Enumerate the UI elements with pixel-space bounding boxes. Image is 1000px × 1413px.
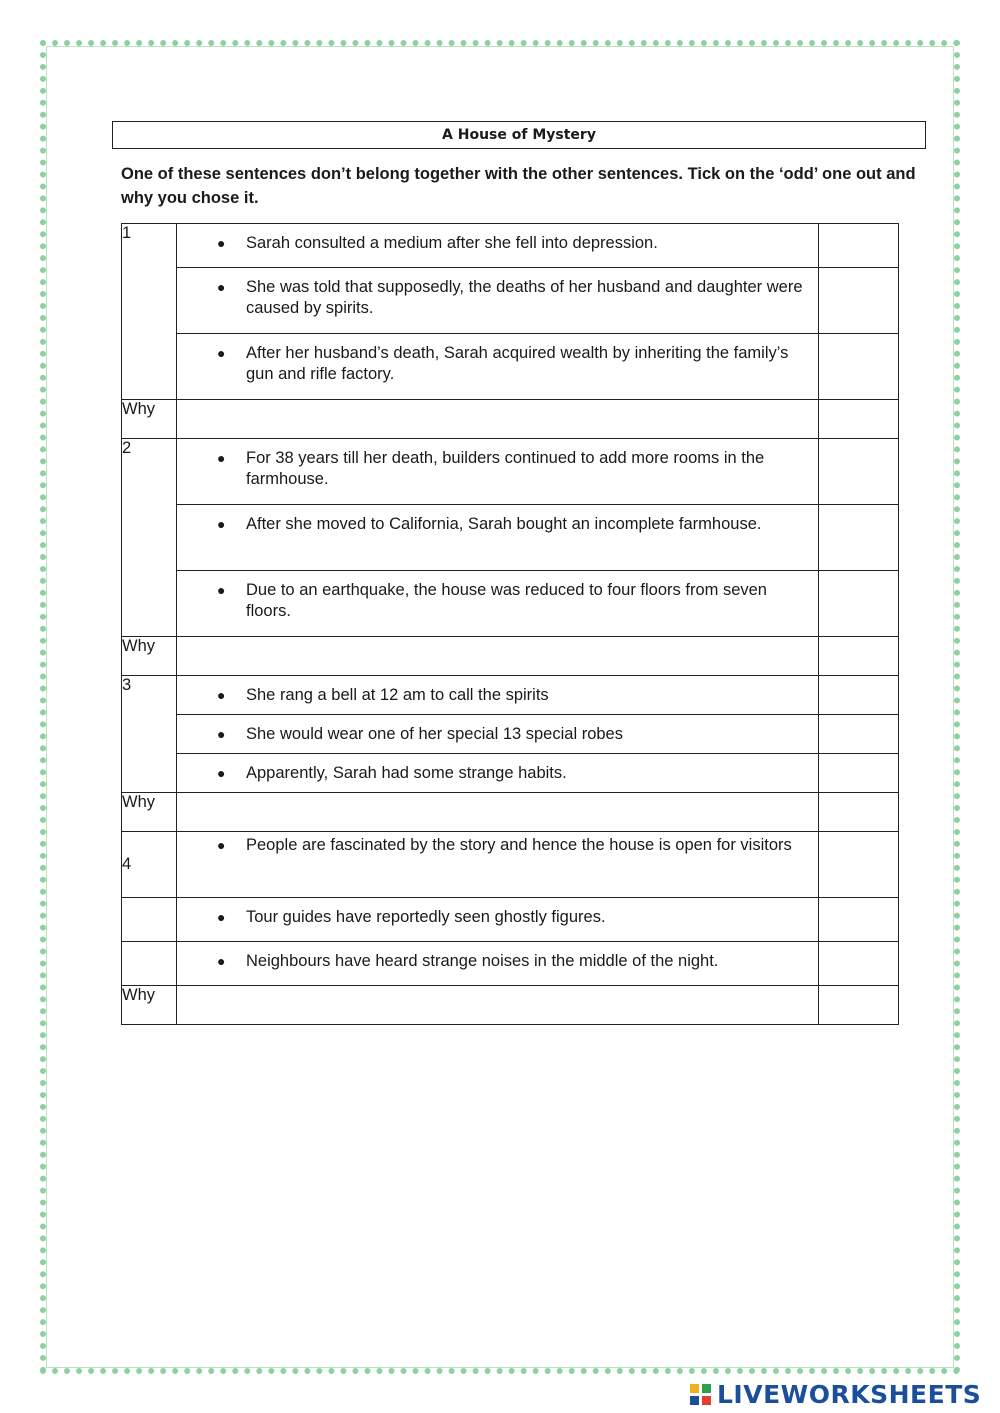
bullet-icon: ● <box>217 726 226 742</box>
table-row <box>122 505 899 571</box>
logo-mark-icon <box>690 1384 711 1405</box>
bullet-icon: ● <box>217 765 226 781</box>
bullet-icon: ● <box>217 279 226 295</box>
sentence-text: She would wear one of her special 13 special robes <box>246 725 623 743</box>
why-extra-cell <box>819 793 899 832</box>
why-answer-field[interactable] <box>177 637 819 676</box>
sentence-text: Apparently, Sarah had some strange habits. <box>246 764 567 782</box>
why-row <box>122 637 899 676</box>
sentence-cell <box>177 224 819 268</box>
group-number: 2 <box>122 439 177 637</box>
worksheet-title: A House of Mystery <box>112 121 926 149</box>
tick-box[interactable] <box>819 505 899 571</box>
tick-box[interactable] <box>819 942 899 986</box>
table-row <box>122 832 899 898</box>
sentence-cell <box>177 942 819 986</box>
group-number: 4 <box>122 832 177 898</box>
table-row <box>122 942 899 986</box>
bullet-icon: ● <box>217 837 226 853</box>
why-extra-cell <box>819 400 899 439</box>
table-row <box>122 676 899 715</box>
empty-number-cell <box>122 942 177 986</box>
bullet-icon: ● <box>217 909 226 925</box>
why-label: Why <box>122 400 177 439</box>
odd-one-out-table <box>121 223 899 1025</box>
table-row <box>122 439 899 505</box>
why-row <box>122 986 899 1025</box>
bullet-icon: ● <box>217 235 226 251</box>
bullet-icon: ● <box>217 687 226 703</box>
sentence-text: She rang a bell at 12 am to call the spirits <box>246 686 549 704</box>
bullet-icon: ● <box>217 582 226 598</box>
sentence-cell <box>177 898 819 942</box>
sentence-cell <box>177 439 819 505</box>
sentence-text: After she moved to California, Sarah bought an incomplete farmhouse. <box>246 515 762 533</box>
sentence-cell <box>177 754 819 793</box>
tick-box[interactable] <box>819 676 899 715</box>
table-row <box>122 268 899 334</box>
tick-box[interactable] <box>819 754 899 793</box>
logo-square <box>702 1396 711 1405</box>
table-row <box>122 334 899 400</box>
table-row <box>122 898 899 942</box>
bullet-icon: ● <box>217 345 226 361</box>
sentence-text: For 38 years till her death, builders continued to add more rooms in the farmhouse. <box>246 449 765 488</box>
tick-box[interactable] <box>819 334 899 400</box>
why-extra-cell <box>819 637 899 676</box>
sentence-text: People are fascinated by the story and hence the house is open for visitors <box>246 836 792 854</box>
why-label: Why <box>122 986 177 1025</box>
why-answer-field[interactable] <box>177 793 819 832</box>
tick-box[interactable] <box>819 439 899 505</box>
sentence-text: After her husband’s death, Sarah acquired wealth by inheriting the family’s gun and rifle factory. <box>246 344 789 383</box>
tick-box[interactable] <box>819 571 899 637</box>
sentence-cell <box>177 571 819 637</box>
table-row <box>122 754 899 793</box>
why-answer-field[interactable] <box>177 400 819 439</box>
sentence-cell <box>177 505 819 571</box>
sentence-text: Neighbours have heard strange noises in the middle of the night. <box>246 952 719 970</box>
group-number: 3 <box>122 676 177 793</box>
logo-square <box>690 1396 699 1405</box>
table-row <box>122 571 899 637</box>
bullet-icon: ● <box>217 450 226 466</box>
instructions: One of these sentences don’t belong together with the other sentences. Tick on the ‘odd’ one out and why you chose it. <box>121 165 916 207</box>
sentence-text: Due to an earthquake, the house was reduced to four floors from seven floors. <box>246 581 767 620</box>
tick-box[interactable] <box>819 715 899 754</box>
tick-box[interactable] <box>819 268 899 334</box>
bullet-icon: ● <box>217 516 226 532</box>
sentence-text: Tour guides have reportedly seen ghostly figures. <box>246 908 606 926</box>
group-number: 1 <box>122 224 177 400</box>
sentence-cell <box>177 334 819 400</box>
why-extra-cell <box>819 986 899 1025</box>
bullet-icon: ● <box>217 953 226 969</box>
why-row <box>122 793 899 832</box>
why-row <box>122 400 899 439</box>
tick-box[interactable] <box>819 832 899 898</box>
sentence-cell <box>177 676 819 715</box>
empty-number-cell <box>122 898 177 942</box>
sentence-cell <box>177 268 819 334</box>
tick-box[interactable] <box>819 224 899 268</box>
sentence-cell <box>177 715 819 754</box>
logo-square <box>690 1384 699 1393</box>
why-answer-field[interactable] <box>177 986 819 1025</box>
tick-box[interactable] <box>819 898 899 942</box>
why-label: Why <box>122 793 177 832</box>
sentence-text: Sarah consulted a medium after she fell into depression. <box>246 234 658 252</box>
table-row <box>122 224 899 268</box>
logo-square <box>702 1384 711 1393</box>
table-row <box>122 715 899 754</box>
sentence-cell <box>177 832 819 898</box>
liveworksheets-logo <box>690 1376 996 1412</box>
sentence-text: She was told that supposedly, the deaths of her husband and daughter were caused by spirits. <box>246 278 803 317</box>
logo-text: LIVEWORKSHEETS <box>717 1379 982 1409</box>
why-label: Why <box>122 637 177 676</box>
